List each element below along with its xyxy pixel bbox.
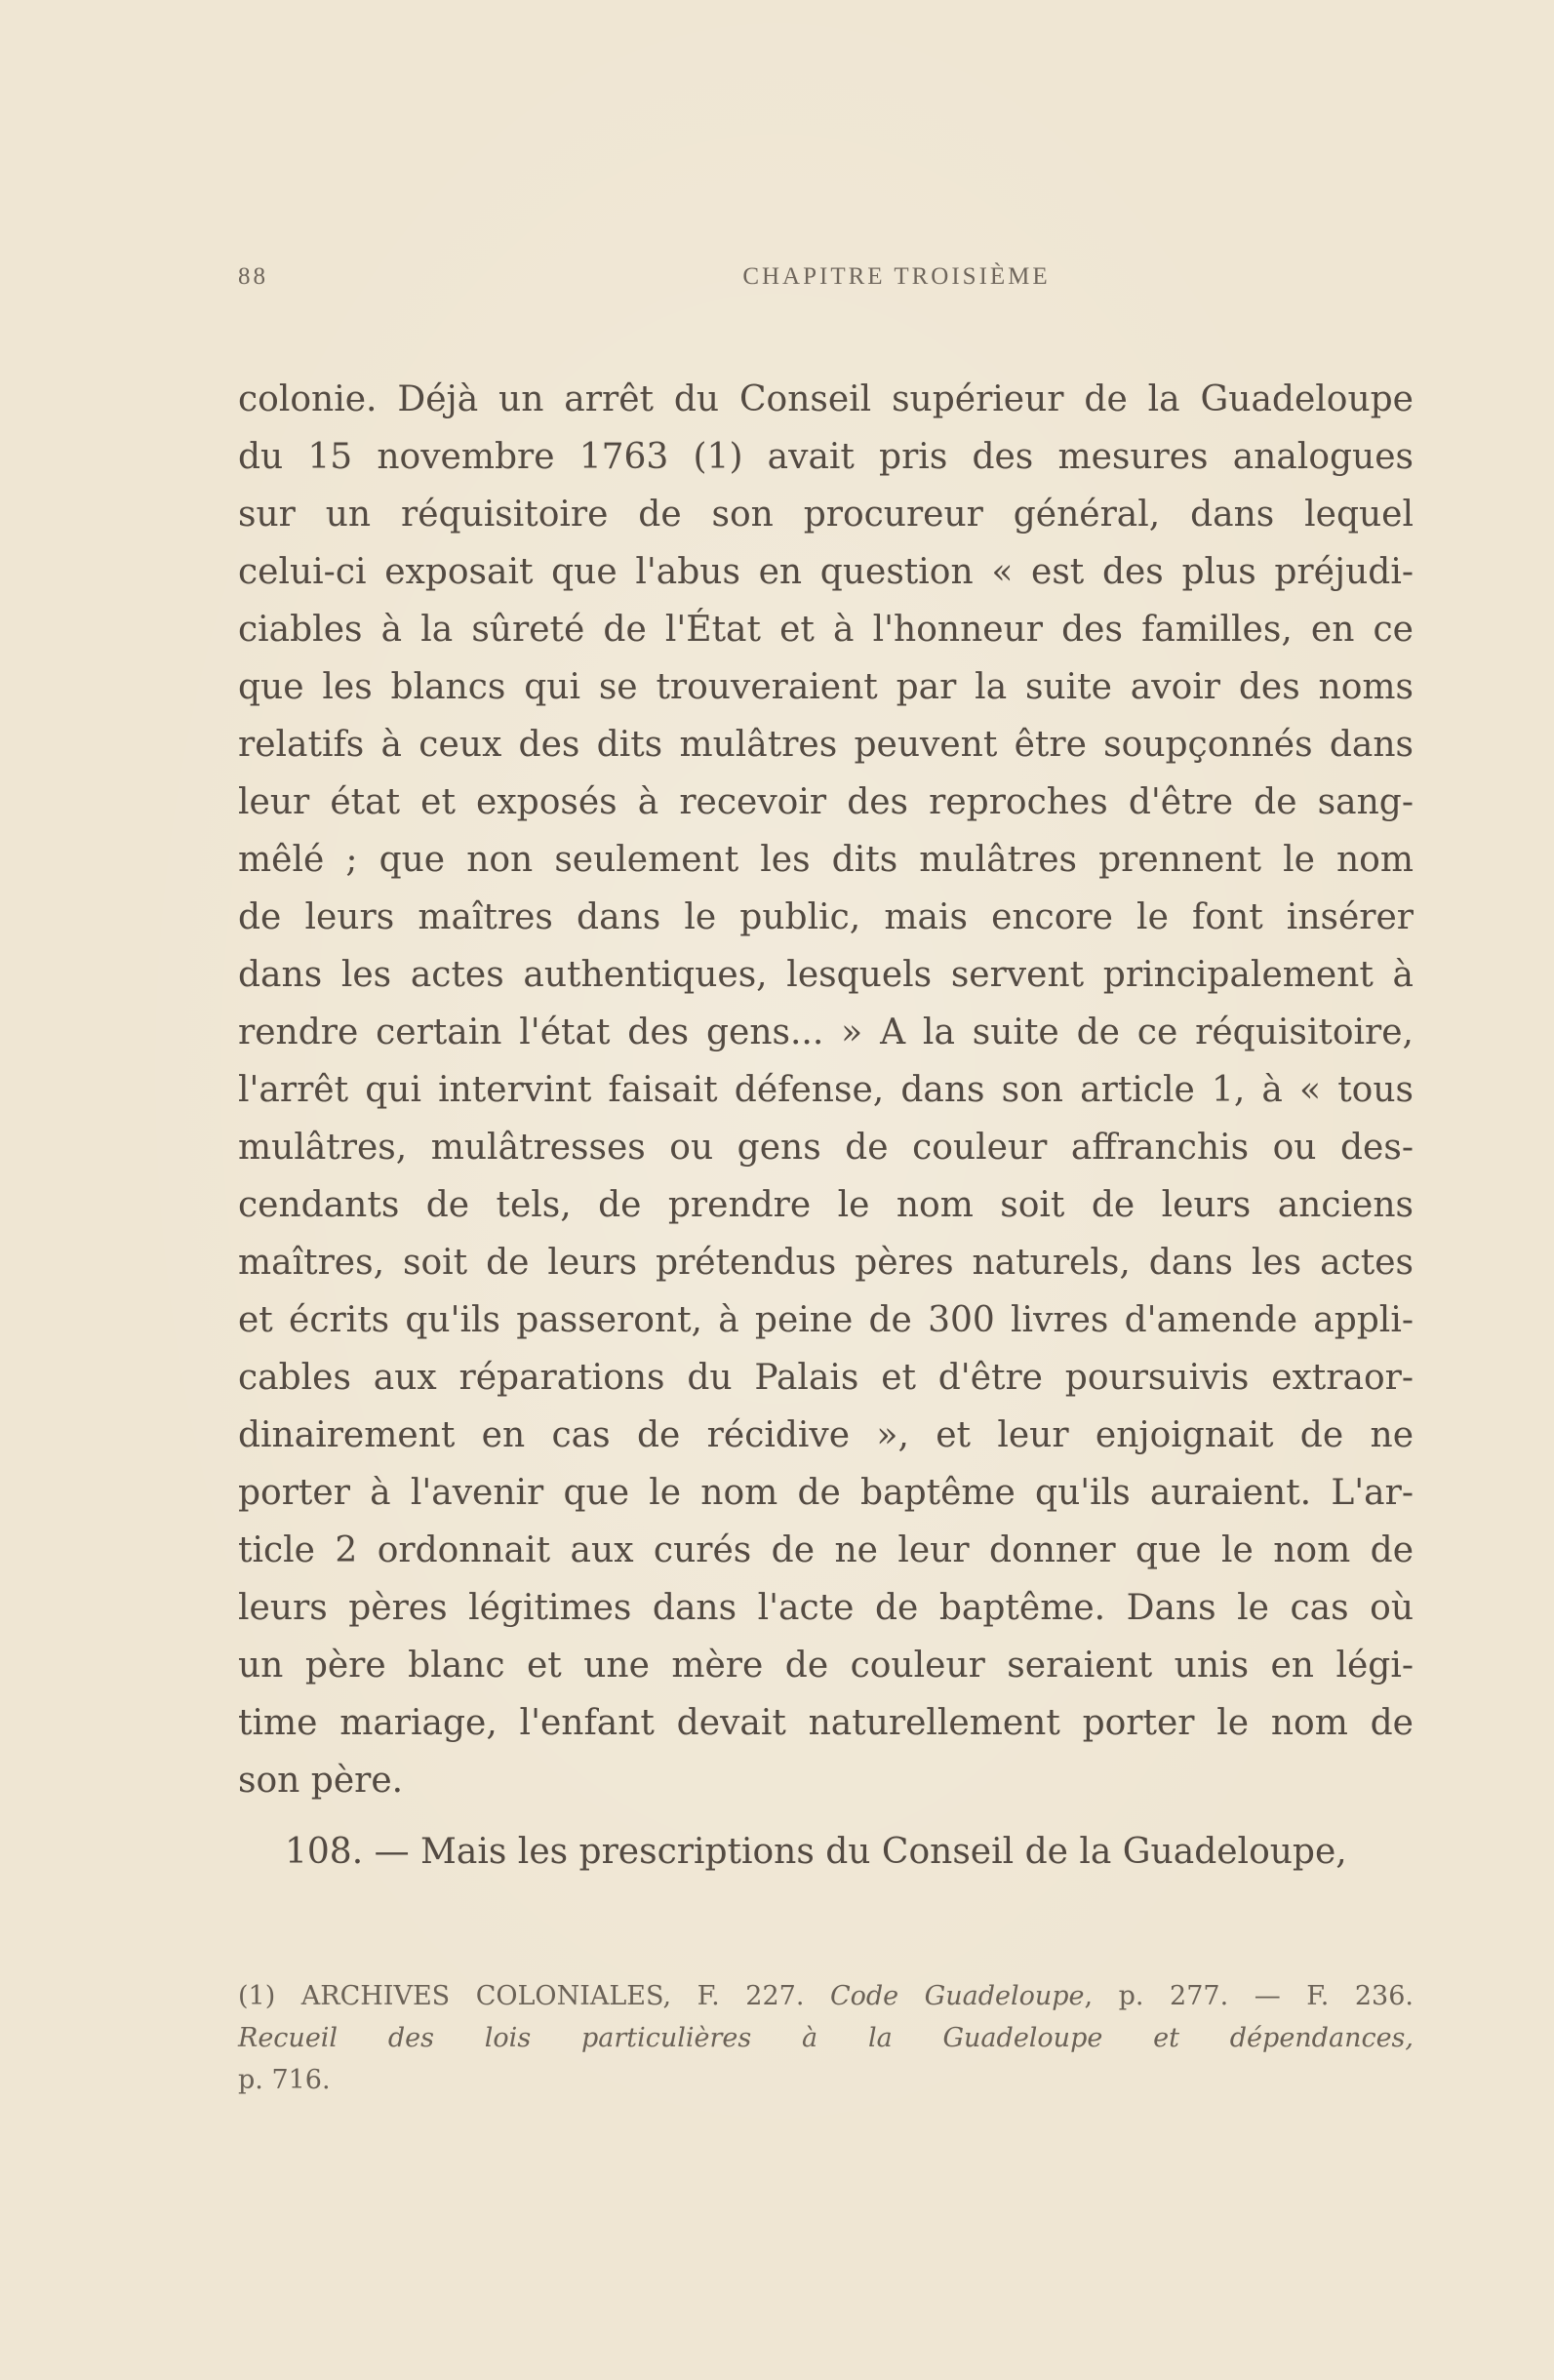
text-line: mulâtres, mulâtresses ou gens de couleur affranchis ou des- — [238, 1128, 1414, 1168]
paragraph-108-start: 108. — Mais les prescriptions du Conseil de la Guadeloupe, — [285, 1832, 1347, 1872]
text-line: et écrits qu'ils passeront, à peine de 300 livres d'amende appli- — [238, 1300, 1414, 1340]
footnote-line: p. 716. — [238, 2065, 331, 2095]
text-line: relatifs à ceux des dits mulâtres peuvent être soupçonnés dans — [238, 725, 1414, 765]
text-line: sur un réquisitoire de son procureur général, dans lequel — [238, 495, 1414, 535]
footnote-page-ref: , p. 277. — F. 236. — [1084, 1981, 1414, 2011]
footnote-code-title: Code Guadeloupe — [829, 1981, 1085, 2011]
text-line: colonie. Déjà un arrêt du Conseil supérieur de la Guadeloupe — [238, 379, 1414, 419]
text-line: du 15 novembre 1763 (1) avait pris des mesures analogues — [238, 437, 1414, 477]
text-line: que les blancs qui se trouveraient par la suite avoir des noms — [238, 667, 1414, 707]
text-line: dinairement en cas de récidive », et leur enjoignait de ne — [238, 1415, 1414, 1455]
text-line: leur état et exposés à recevoir des reproches d'être de sang- — [238, 782, 1414, 822]
text-line: ciables à la sûreté de l'État et à l'honneur des familles, en ce — [238, 610, 1414, 650]
footnote-line: Recueil des lois particulières à la Guadeloupe et dépendances, — [238, 2023, 1414, 2053]
text-line: un père blanc et une mère de couleur seraient unis en légi- — [238, 1646, 1414, 1686]
text-line: cables aux réparations du Palais et d'être poursuivis extraor- — [238, 1358, 1414, 1398]
running-head — [238, 263, 1414, 302]
footnotes — [238, 1975, 1414, 2101]
footnote-source: (1) ARCHIVES COLONIALES, F. 227. — [238, 1981, 830, 2011]
text-line: mêlé ; que non seulement les dits mulâtres prennent le nom — [238, 840, 1414, 880]
text-line: dans les actes authentiques, lesquels servent principalement à — [238, 955, 1414, 995]
text-line: de leurs maîtres dans le public, mais encore le font insérer — [238, 897, 1414, 937]
text-line: porter à l'avenir que le nom de baptême qu'ils auraient. L'ar- — [238, 1473, 1414, 1513]
footnote-line — [238, 1975, 1414, 2017]
text-line: maîtres, soit de leurs prétendus pères naturels, dans les actes — [238, 1243, 1414, 1283]
body-text — [238, 371, 1414, 1881]
text-line: l'arrêt qui intervint faisait défense, dans son article 1, à « tous — [238, 1070, 1414, 1110]
text-line: son père. — [238, 1761, 404, 1801]
text-line: time mariage, l'enfant devait naturellement porter le nom de — [238, 1703, 1414, 1743]
text-line: celui-ci exposait que l'abus en question « est des plus préjudi- — [238, 552, 1414, 592]
text-line: leurs pères légitimes dans l'acte de baptême. Dans le cas où — [238, 1588, 1414, 1628]
text-line: rendre certain l'état des gens... » A la suite de ce réquisitoire, — [238, 1012, 1414, 1052]
text-line: ticle 2 ordonnait aux curés de ne leur donner que le nom de — [238, 1530, 1414, 1570]
text-line: cendants de tels, de prendre le nom soit de leurs anciens — [238, 1185, 1414, 1225]
page-number: 88 — [238, 263, 268, 290]
chapter-title: CHAPITRE TROISIÈME — [742, 263, 1051, 290]
